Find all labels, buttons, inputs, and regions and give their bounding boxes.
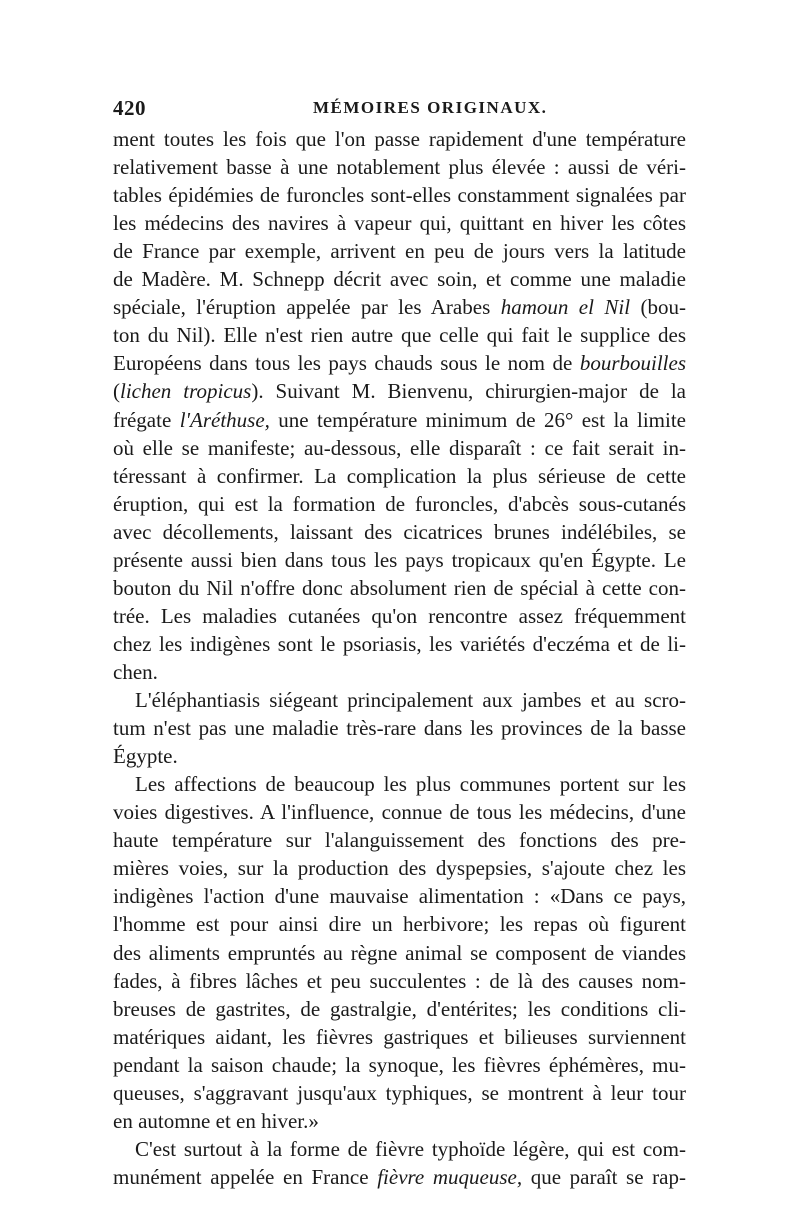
text-segment: tum n'est pas une maladie très-rare dans les provinces de la basse (113, 716, 686, 740)
text-line (135, 1134, 686, 1165)
text-line (113, 517, 686, 548)
text-line (113, 966, 686, 997)
text-line (113, 180, 686, 211)
text-line (113, 881, 686, 912)
text-line (113, 208, 686, 239)
text-line (113, 1106, 319, 1137)
text-line (113, 348, 686, 379)
text-line (113, 1078, 686, 1109)
text-line (113, 994, 686, 1025)
text-segment: mières voies, sur la production des dyspepsies, s'ajoute chez les (113, 856, 686, 880)
text-segment: trée. Les maladies cutanées qu'on rencontre assez fréquemment (113, 604, 686, 628)
text-segment: munément appelée en France (113, 1165, 378, 1189)
text-segment: l'homme est pour ainsi dire un herbivore; les repas où figurent (113, 912, 686, 936)
text-segment: relativement basse à une notablement plus élevée : aussi de véri- (113, 155, 686, 179)
text-segment: haute température sur l'alanguissement des fonctions des pre- (113, 828, 686, 852)
text-line (113, 236, 686, 267)
text-segment: indigènes l'action d'une mauvaise alimentation : «Dans ce pays, (113, 884, 686, 908)
italic-text: fièvre muqueuse, (377, 1165, 523, 1189)
text-segment: une température minimum de 26° est la limite (269, 408, 686, 432)
text-segment: frégate (113, 408, 180, 432)
italic-text: l'Aréthuse, (179, 408, 270, 432)
text-line (135, 769, 686, 800)
text-line (113, 320, 686, 351)
italic-text: hamoun el Nil (500, 295, 631, 319)
text-segment: téressant à confirmer. La complication la plus sérieuse de cette (113, 464, 686, 488)
text-segment: en automne et en hiver.» (113, 1109, 319, 1133)
text-segment: tables épidémies de furoncles sont-elles constamment signalées par (113, 183, 686, 207)
text-line (113, 376, 686, 407)
text-line (113, 713, 686, 744)
text-segment: Égypte. (113, 744, 178, 768)
text-segment: ment toutes les fois que l'on passe rapidement d'une température (113, 127, 686, 151)
text-line (113, 573, 686, 604)
text-segment: Les affections de beaucoup les plus communes portent sur les (135, 772, 686, 796)
text-line (113, 741, 178, 772)
text-line (113, 1050, 686, 1081)
text-line (113, 461, 686, 492)
text-segment: ton du Nil). Elle n'est rien autre que celle qui fait le supplice des (113, 323, 686, 347)
running-title: MÉMOIRES ORIGINAUX. (313, 98, 548, 117)
text-segment: avec décollements, laissant des cicatrices brunes indélébiles, se (113, 520, 686, 544)
text-line (113, 292, 686, 323)
text-segment: où elle se manifeste; au-dessous, elle disparaît : ce fait serait in- (113, 436, 686, 460)
text-line (113, 489, 686, 520)
text-segment: fades, à fibres lâches et peu succulentes : de là des causes nom- (113, 969, 686, 993)
text-line (113, 797, 686, 828)
text-segment: que paraît se rap- (522, 1165, 686, 1189)
text-line (113, 1022, 686, 1053)
text-line (113, 657, 158, 688)
text-line (113, 853, 686, 884)
text-line (113, 825, 686, 856)
text-segment: (bou- (630, 295, 686, 319)
text-segment: présente aussi bien dans tous les pays tropicaux qu'en Égypte. Le (113, 548, 686, 572)
text-line (113, 433, 686, 464)
text-segment: les médecins des navires à vapeur qui, quittant en hiver les côtes (113, 211, 686, 235)
text-line (113, 545, 686, 576)
text-segment: des aliments empruntés au règne animal se composent de viandes (113, 941, 686, 965)
text-segment: L'éléphantiasis siégeant principalement aux jambes et au scro- (135, 688, 686, 712)
text-segment: chen. (113, 660, 158, 684)
italic-text: bourbouilles (579, 351, 686, 375)
text-segment: matériques aidant, les fièvres gastriques et bilieuses surviennent (113, 1025, 686, 1049)
text-line (113, 909, 686, 940)
text-line (113, 152, 686, 183)
text-segment: voies digestives. A l'influence, connue de tous les médecins, d'une (113, 800, 686, 824)
text-line (113, 124, 686, 155)
text-line (113, 1162, 686, 1193)
body-text (113, 124, 686, 1189)
text-segment: bouton du Nil n'offre donc absolument rien de spécial à cette con- (113, 576, 686, 600)
text-segment: pendant la saison chaude; la synoque, les fièvres éphémères, mu- (113, 1053, 686, 1077)
page-number: 420 (113, 96, 146, 120)
text-segment: éruption, qui est la formation de furoncles, d'abcès sous-cutanés (113, 492, 686, 516)
text-segment: queuses, s'aggravant jusqu'aux typhiques, se montrent à leur tour (113, 1081, 686, 1105)
text-line (113, 264, 686, 295)
running-header (113, 96, 690, 122)
text-segment: spéciale, l'éruption appelée par les Arabes (113, 295, 501, 319)
text-line (113, 601, 686, 632)
text-segment: chez les indigènes sont le psoriasis, les variétés d'eczéma et de li- (113, 632, 686, 656)
text-line (135, 685, 686, 716)
text-segment: C'est surtout à la forme de fièvre typhoïde légère, qui est com- (135, 1137, 686, 1161)
text-segment: ( (113, 379, 120, 403)
text-segment: breuses de gastrites, de gastralgie, d'entérites; les conditions cli- (113, 997, 686, 1021)
italic-text: lichen tropicus (120, 379, 252, 403)
text-segment: de Madère. M. Schnepp décrit avec soin, et comme une maladie (113, 267, 686, 291)
text-segment: Européens dans tous les pays chauds sous le nom de (113, 351, 580, 375)
text-segment: de France par exemple, arrivent en peu de jours vers la latitude (113, 239, 686, 263)
text-line (113, 629, 686, 660)
text-line (113, 405, 686, 436)
text-segment: ). Suivant M. Bienvenu, chirurgien-major de la (251, 379, 686, 403)
text-line (113, 938, 686, 969)
